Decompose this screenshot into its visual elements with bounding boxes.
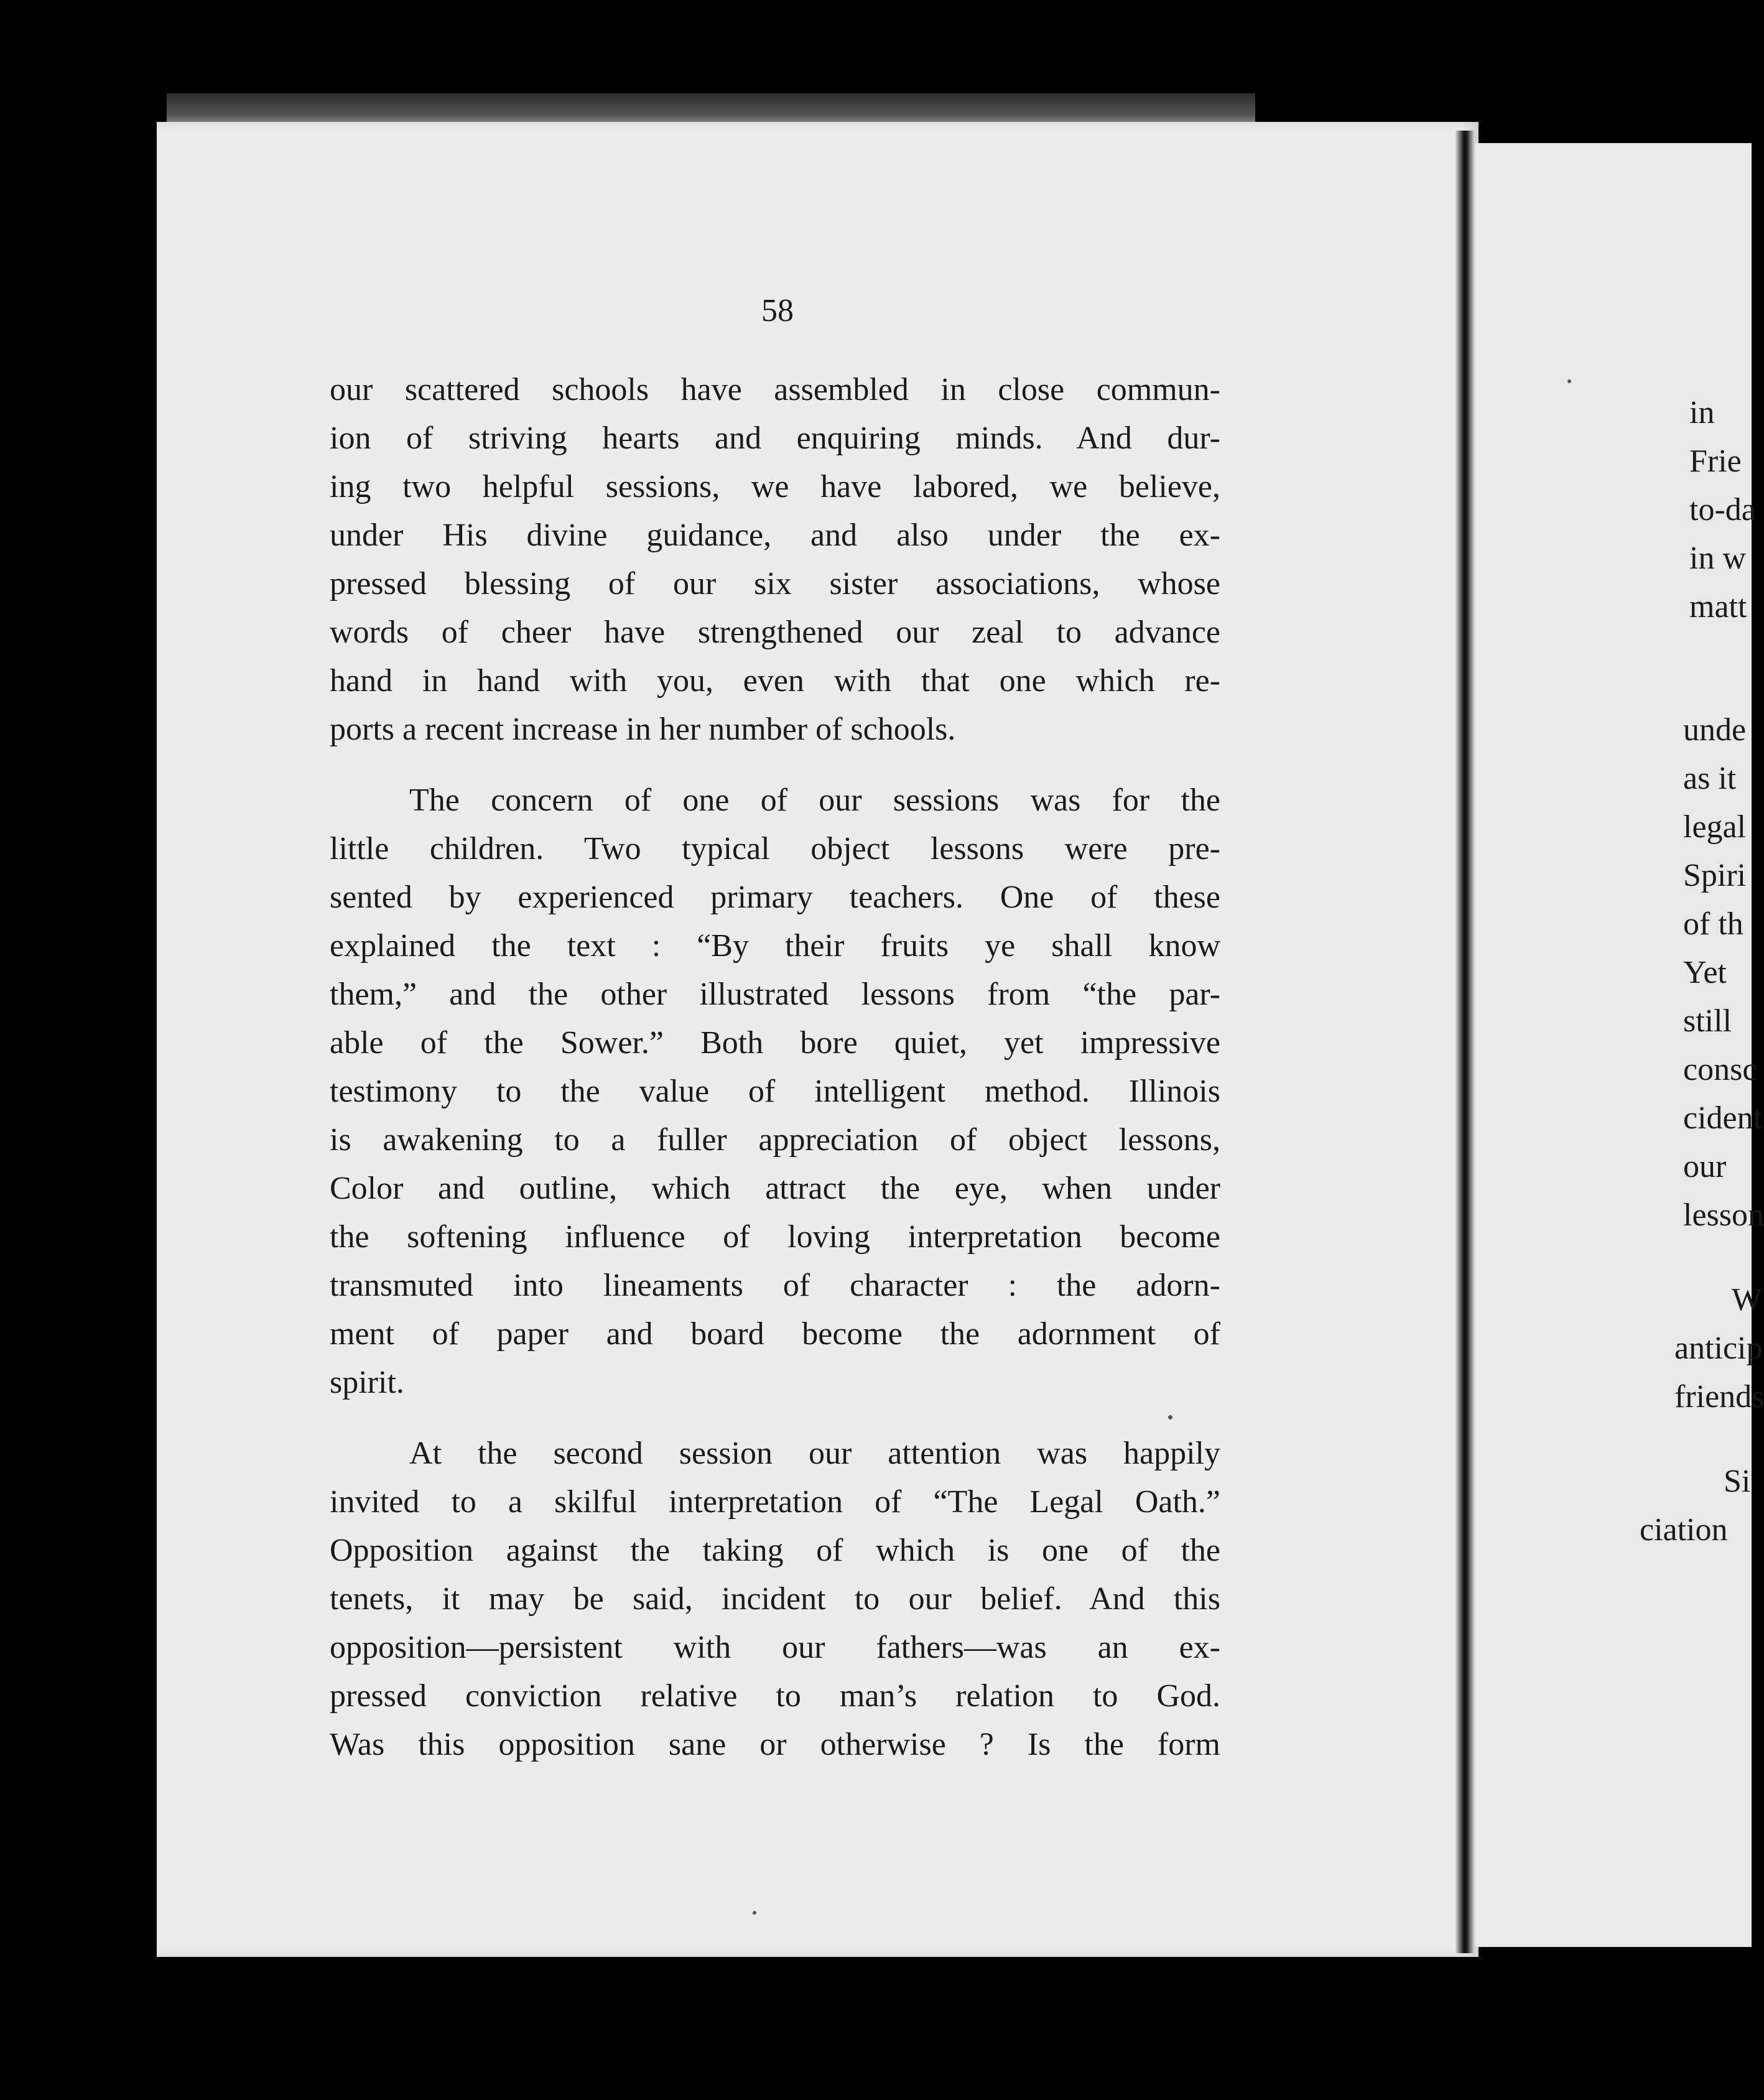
fragment-line: Si <box>1724 1464 1751 1499</box>
fragment-line: Spiri <box>1683 858 1747 893</box>
fragment-line: Yet <box>1683 955 1727 990</box>
page-top-shadow <box>167 93 1255 124</box>
fragment-line: consc <box>1683 1052 1757 1087</box>
text-line: little children. Two typical object lessons were pre- <box>330 831 1220 866</box>
paragraph-1 <box>330 366 1220 754</box>
text-line: ports a recent increase in her number of schools. <box>330 712 956 747</box>
text-line: At the second session our attention was happily <box>409 1436 1220 1471</box>
text-line: tenets, it may be said, incident to our belief. And this <box>330 1581 1220 1617</box>
text-line: Opposition against the taking of which is one of the <box>330 1533 1220 1568</box>
text-line: explained the text : “By their fruits ye shall know <box>330 928 1220 964</box>
paragraph-2 <box>330 776 1220 1407</box>
text-line: is awakening to a fuller appreciation of object lessons, <box>330 1122 1220 1158</box>
text-line: the softening influence of loving interpretation become <box>330 1219 1220 1255</box>
page-number: 58 <box>761 293 794 328</box>
text-line: spirit. <box>330 1365 404 1400</box>
text-line: The concern of one of our sessions was for the <box>409 783 1220 818</box>
fragment-line: in w <box>1689 541 1746 576</box>
book-spine <box>1455 131 1474 1953</box>
fragment-line: anticip <box>1674 1331 1763 1366</box>
fragment-line: in <box>1689 395 1715 430</box>
fragment-line: unde <box>1683 712 1747 748</box>
fragment-line: our <box>1683 1149 1727 1184</box>
fragment-line: cident <box>1683 1100 1763 1136</box>
text-line: pressed blessing of our six sister associations, whose <box>330 566 1220 602</box>
text-line: ment of paper and board become the adornment of <box>330 1316 1220 1352</box>
text-line: our scattered schools have assembled in close commun- <box>330 372 1220 407</box>
text-line: able of the Sower.” Both bore quiet, yet impressive <box>330 1025 1220 1061</box>
text-line: words of cheer have strengthened our zeal to advance <box>330 615 1220 650</box>
text-line: testimony to the value of intelligent method. Illinois <box>330 1074 1220 1109</box>
text-line: sented by experienced primary teachers. One of these <box>330 880 1220 915</box>
fragment-line: matt <box>1689 589 1747 625</box>
text-line: hand in hand with you, even with that one which re- <box>330 663 1220 699</box>
dust-speck <box>1567 379 1571 383</box>
fragment-line: to-da <box>1689 492 1756 527</box>
text-line: Was this opposition sane or otherwise ? Is the form <box>330 1727 1220 1762</box>
text-line: transmuted into lineaments of character : the adorn- <box>330 1268 1220 1303</box>
fragment-line: Frie <box>1689 444 1742 479</box>
fragment-line: lesson <box>1683 1197 1764 1233</box>
left-page-text <box>330 366 1220 1791</box>
dust-speck <box>1168 1415 1172 1419</box>
text-line: opposition—persistent with our fathers—was an ex- <box>330 1630 1220 1665</box>
fragment-line: as it <box>1683 761 1737 796</box>
text-line: them,” and the other illustrated lessons from “the par- <box>330 977 1220 1012</box>
fragment-line: ciation <box>1640 1512 1728 1548</box>
fragment-line: W <box>1732 1282 1763 1317</box>
text-line: under His divine guidance, and also under the ex- <box>330 518 1220 553</box>
dust-speck <box>753 1911 756 1915</box>
text-line: ion of striving hearts and enquiring minds. And dur- <box>330 420 1220 456</box>
text-line: Color and outline, which attract the eye, when under <box>330 1171 1220 1206</box>
paragraph-3 <box>330 1429 1220 1769</box>
fragment-line: of th <box>1683 906 1743 942</box>
right-page-text <box>1640 389 1764 1554</box>
fragment-line: friends <box>1674 1379 1764 1415</box>
text-line: pressed conviction relative to man’s relation to God. <box>330 1678 1220 1714</box>
text-line: invited to a skilful interpretation of “The Legal Oath.” <box>330 1484 1220 1520</box>
fragment-line: still <box>1683 1003 1732 1039</box>
text-line: ing two helpful sessions, we have labored, we believe, <box>330 469 1220 504</box>
fragment-line: legal <box>1683 809 1747 845</box>
